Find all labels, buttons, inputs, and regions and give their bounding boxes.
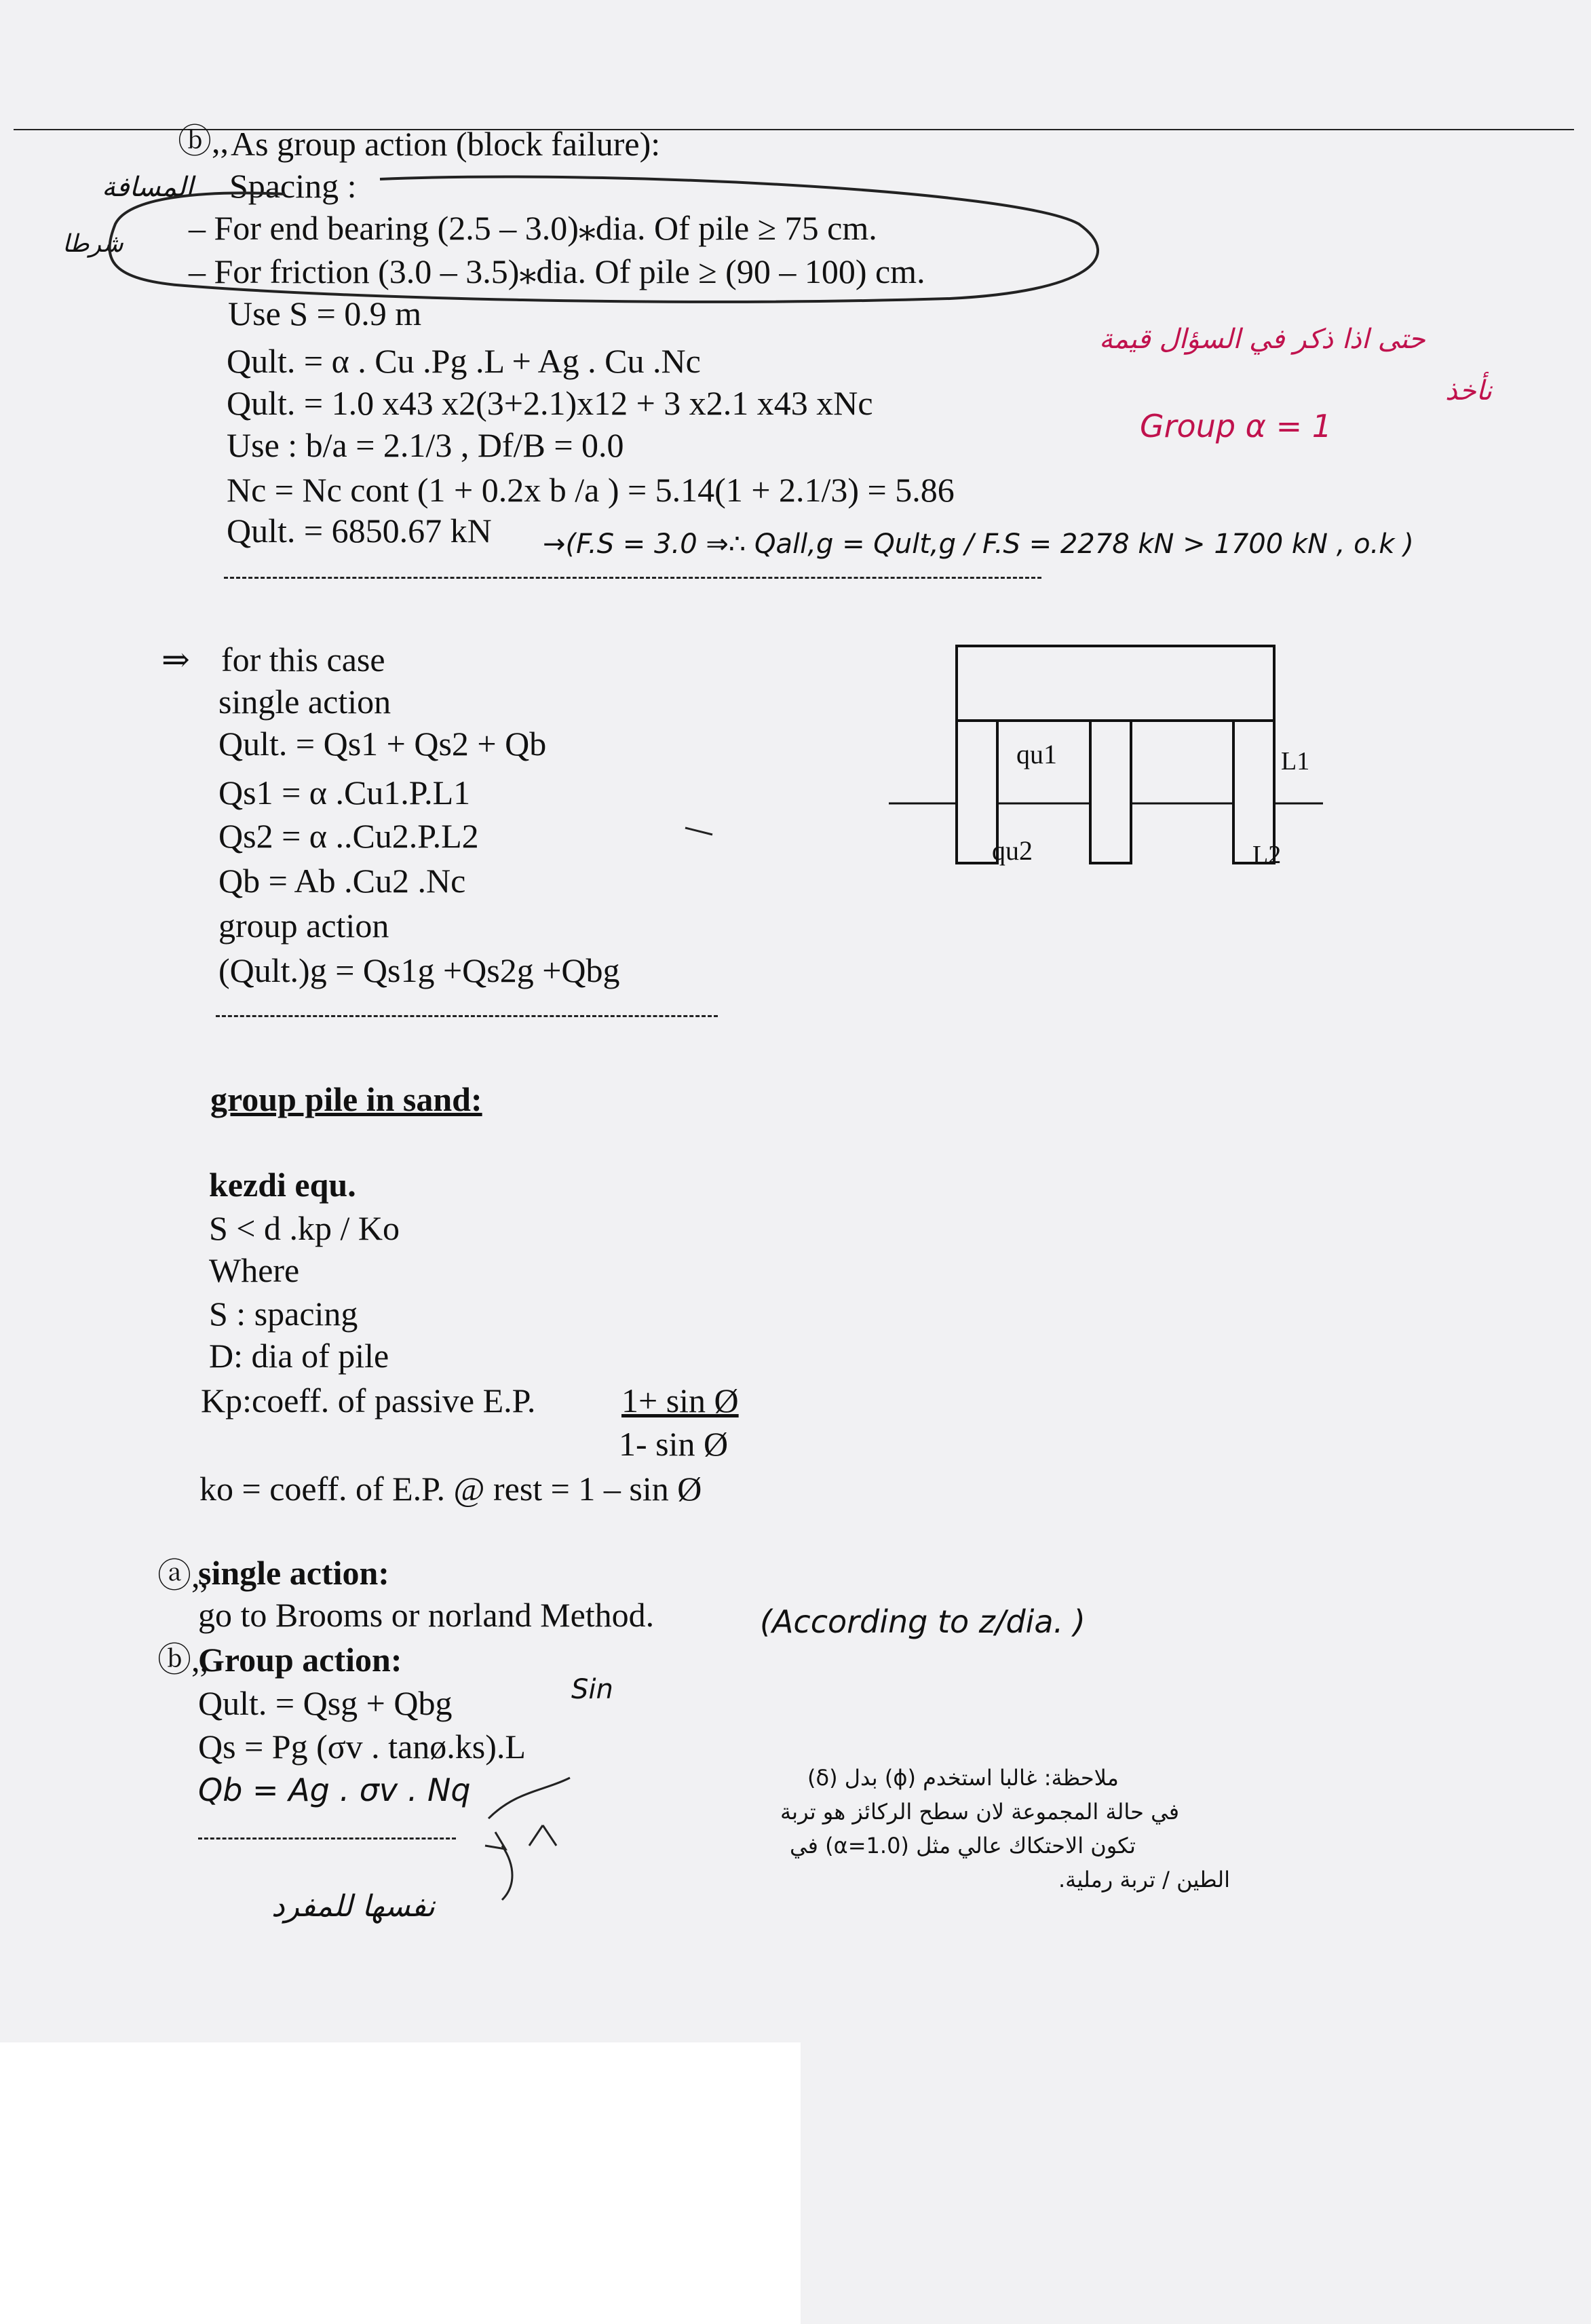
arabic-footnote-3: تكون الاحتكاك عالي مثل (α=1.0) في — [790, 1833, 1136, 1859]
case-eq2: Qs1 = α .Cu1.P.L1 — [218, 774, 471, 812]
nc-formula: Nc = Nc cont (1 + 0.2x b /a ) = 5.14(1 + 2.1/3) = 5.86 — [227, 471, 955, 509]
margin-note-take: نأخذ — [1445, 375, 1493, 406]
case-eq3: Qs2 = α ..Cu2.P.L2 — [218, 817, 479, 855]
arabic-same-as-single: نفسها للمفرد — [271, 1889, 435, 1924]
case-arrow: ⇒ — [161, 641, 190, 679]
single-action-title: single action: — [198, 1554, 389, 1592]
diagram-qu2: qu2 — [992, 835, 1033, 866]
s-definition: S : spacing — [209, 1295, 358, 1333]
section-b-marker: ⓑ,, — [178, 122, 229, 160]
bullet-friction-text: For friction (3.0 – 3.5)⁎dia. Of pile ≥ (90 – 100) cm. — [214, 252, 925, 290]
qult-substitution: Qult. = 1.0 x43 x2(3+2.1)x12 + 3 x2.1 x43 xNc — [227, 384, 873, 422]
case-line1: for this case — [221, 641, 385, 679]
case-line3: group action — [218, 907, 389, 945]
kp-definition: Kp:coeff. of passive E.P. — [201, 1382, 536, 1420]
group-qs: Qs = Pg (σv . tanø.ks).L — [198, 1728, 526, 1766]
arabic-footnote-4: الطين / تربة رملية. — [1058, 1867, 1230, 1892]
sand-title: group pile in sand: — [210, 1080, 482, 1118]
group-qb: Qb = Ag . σv . Nq — [198, 1772, 471, 1808]
brooms-line: go to Brooms or norland Method. — [198, 1596, 655, 1634]
case-line2: single action — [218, 683, 391, 721]
according-note: (According to z/dia. ) — [760, 1603, 1086, 1640]
bullet-end-bearing-text: For end bearing (2.5 – 3.0)⁎dia. Of pile ≥ 75 cm. — [214, 209, 877, 247]
qult-formula: Qult. = α . Cu .Pg .L + Ag . Cu .Nc — [227, 342, 701, 380]
kezdi-condition: S < d .kp / Ko — [209, 1209, 400, 1247]
kp-numerator: 1+ sin Ø — [621, 1382, 739, 1420]
spacing-label: Spacing : — [229, 167, 357, 205]
case-eq5: (Qult.)g = Qs1g +Qs2g +Qbg — [218, 951, 620, 989]
margin-note-alpha: حتى اذا ذكر في السؤال قيمة — [1099, 324, 1425, 355]
sin-note: Sin — [571, 1674, 613, 1705]
blank-area — [0, 2042, 801, 2324]
fs-note: →(F.S = 3.0 ⇒∴ Qall,g = Qult,g / F.S = 2278 kN > 1700 kN , o.k ) — [543, 529, 1414, 560]
margin-arabic-condition: شرطا — [62, 230, 123, 258]
group-action-title: Group action: — [198, 1641, 402, 1679]
bullet-friction: – For friction (3.0 – 3.5)⁎dia. Of pile ≥ (90 – 100) cm. — [189, 252, 925, 290]
diagram-l2: L2 — [1252, 841, 1282, 869]
bullet-end-bearing: – For end bearing (2.5 – 3.0)⁎dia. Of pile ≥ 75 cm. — [189, 209, 877, 247]
section-a2-marker: ⓐ,, — [157, 1557, 208, 1595]
case-eq1: Qult. = Qs1 + Qs2 + Qb — [218, 725, 547, 763]
use-ratios: Use : b/a = 2.1/3 , Df/B = 0.0 — [227, 426, 624, 464]
margin-group-alpha: Group α = 1 — [1140, 408, 1333, 444]
qult-result: Qult. = 6850.67 kN — [227, 512, 492, 550]
section-b2-marker: ⓑ,, — [157, 1641, 208, 1679]
where-label: Where — [209, 1251, 300, 1289]
diagram-qu1: qu1 — [1016, 739, 1057, 769]
kezdi-title: kezdi equ. — [209, 1166, 356, 1204]
section-b-heading: As group action (block failure): — [231, 125, 661, 163]
ko-definition: ko = coeff. of E.P. @ rest = 1 – sin Ø — [199, 1470, 702, 1508]
diagram-l1: L1 — [1281, 747, 1310, 776]
kp-denominator: 1- sin Ø — [619, 1425, 729, 1463]
section-divider-3 — [198, 1837, 456, 1840]
arabic-footnote-2: في حالة المجموعة لان سطح الركائز هو تربة — [780, 1799, 1180, 1825]
margin-arabic-spacing: المسافة — [102, 172, 193, 203]
use-spacing: Use S = 0.9 m — [228, 294, 422, 332]
arabic-footnote-1: ملاحظة: غالبا استخدم (ϕ) بدل (δ) — [807, 1765, 1119, 1791]
group-qult: Qult. = Qsg + Qbg — [198, 1684, 453, 1722]
case-eq4: Qb = Ab .Cu2 .Nc — [218, 862, 466, 900]
section-divider-2 — [216, 1015, 718, 1017]
d-definition: D: dia of pile — [209, 1337, 389, 1375]
